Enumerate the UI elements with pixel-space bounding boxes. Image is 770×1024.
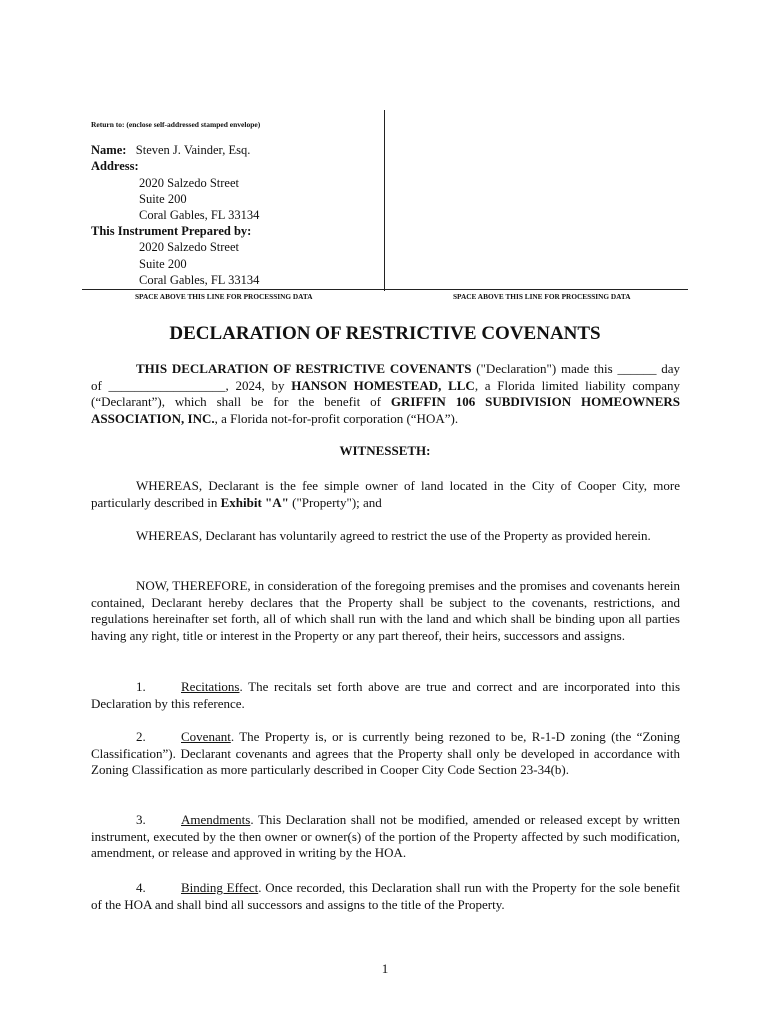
section-4 [91, 880, 680, 913]
section-2-text: . The Property is, or is currently being rezoned to be, R-1-D zoning (the “Zoning Classification”). Declarant covenants and agrees that the Property shall only be developed in accordance with Zoning Classification as more particularly described in Cooper City Code Section 23-34(b). [91, 729, 680, 778]
section-3-number: 3. [136, 812, 146, 827]
whereas-paragraph-2 [91, 528, 680, 545]
whereas2-text: WHEREAS, Declarant has voluntarily agreed to restrict the use of the Property as provided herein. [136, 528, 651, 543]
processing-data-line [82, 289, 688, 290]
space-above-line-left: SPACE ABOVE THIS LINE FOR PROCESSING DATA [135, 292, 313, 301]
now-therefore-paragraph [91, 578, 680, 644]
now-therefore-text: NOW, THEREFORE, in consideration of the foregoing premises and the promises and covenants herein contained, Declarant hereby declares that the Property shall be subject to the covenants, restrictions, and regulations hereinafter set forth, all of which shall run with the land and which shall be binding upon all parties having any right, title or interest in the Property or any part thereof, their heirs, successors and assigns. [91, 578, 680, 643]
header-vertical-divider [384, 110, 385, 291]
intro-bold-3: GRIFFIN 106 SUBDIVISION HOMEOWNERS ASSOCIATION, INC. [91, 394, 680, 426]
section-1-text: . The recitals set forth above are true and correct and are incorporated into this Declaration by this reference. [91, 679, 680, 711]
section-2-heading: Covenant [181, 729, 231, 744]
prepared-by-label: This Instrument Prepared by: [91, 224, 252, 238]
section-4-heading: Binding Effect [181, 880, 259, 895]
address-line-3: Coral Gables, FL 33134 [139, 208, 260, 222]
whereas-paragraph-1 [91, 478, 680, 511]
intro-bold-2: HANSON HOMESTEAD, LLC [291, 377, 475, 393]
address-label: Address: [91, 159, 139, 173]
space-above-line-right: SPACE ABOVE THIS LINE FOR PROCESSING DATA [453, 292, 631, 301]
page-number: 1 [381, 961, 389, 976]
section-3 [91, 812, 680, 862]
return-to-note: Return to: (enclose self-addressed stamped envelope) [91, 120, 261, 129]
prepared-line-3: Coral Gables, FL 33134 [139, 273, 260, 287]
intro-text-1: ("Declaration") made this ______ day of __________________, 2024, by [91, 361, 681, 393]
intro-text-2: , a Florida limited liability company (“Declarant”), which shall be for the benefit of [91, 377, 680, 410]
address-line-2: Suite 200 [139, 192, 187, 206]
whereas1-text-2: ("Property"); and [288, 494, 382, 510]
witnesseth-heading: WITNESSETH: [339, 443, 431, 458]
section-1-number: 1. [136, 679, 146, 694]
address-line-1: 2020 Salzedo Street [139, 176, 239, 190]
whereas1-text-1: WHEREAS, Declarant is the fee simple owner of land located in the City of Cooper City, more particularly described in [91, 478, 680, 510]
section-2-number: 2. [136, 729, 146, 744]
prepared-line-2: Suite 200 [139, 257, 187, 271]
section-2 [91, 729, 680, 779]
section-3-heading: Amendments [181, 812, 251, 827]
prepared-line-1: 2020 Salzedo Street [139, 240, 239, 254]
section-1-heading: Recitations [181, 679, 240, 694]
section-4-number: 4. [136, 880, 146, 895]
name-label: Name: [91, 143, 127, 157]
intro-paragraph [91, 361, 680, 427]
whereas1-exhibit: Exhibit "A" [220, 494, 289, 510]
name-line [91, 142, 250, 158]
intro-text-3: , a Florida not-for-profit corporation (“HOA”). [214, 410, 459, 426]
section-3-text: . This Declaration shall not be modified, amended or released except by written instrument, executed by the then owner or owner(s) of the portion of the Property affected by such modification, amendment, or release and approved in writing by the HOA. [91, 812, 680, 861]
document-title: DECLARATION OF RESTRICTIVE COVENANTS [169, 323, 601, 344]
section-4-text: . Once recorded, this Declaration shall run with the Property for the sole benefit of the HOA and shall bind all successors and assigns to the title of the Property. [91, 880, 680, 912]
name-value: Steven J. Vainder, Esq. [135, 143, 251, 157]
intro-bold-1: THIS DECLARATION OF RESTRICTIVE COVENANTS [136, 361, 472, 376]
section-1 [91, 679, 680, 712]
